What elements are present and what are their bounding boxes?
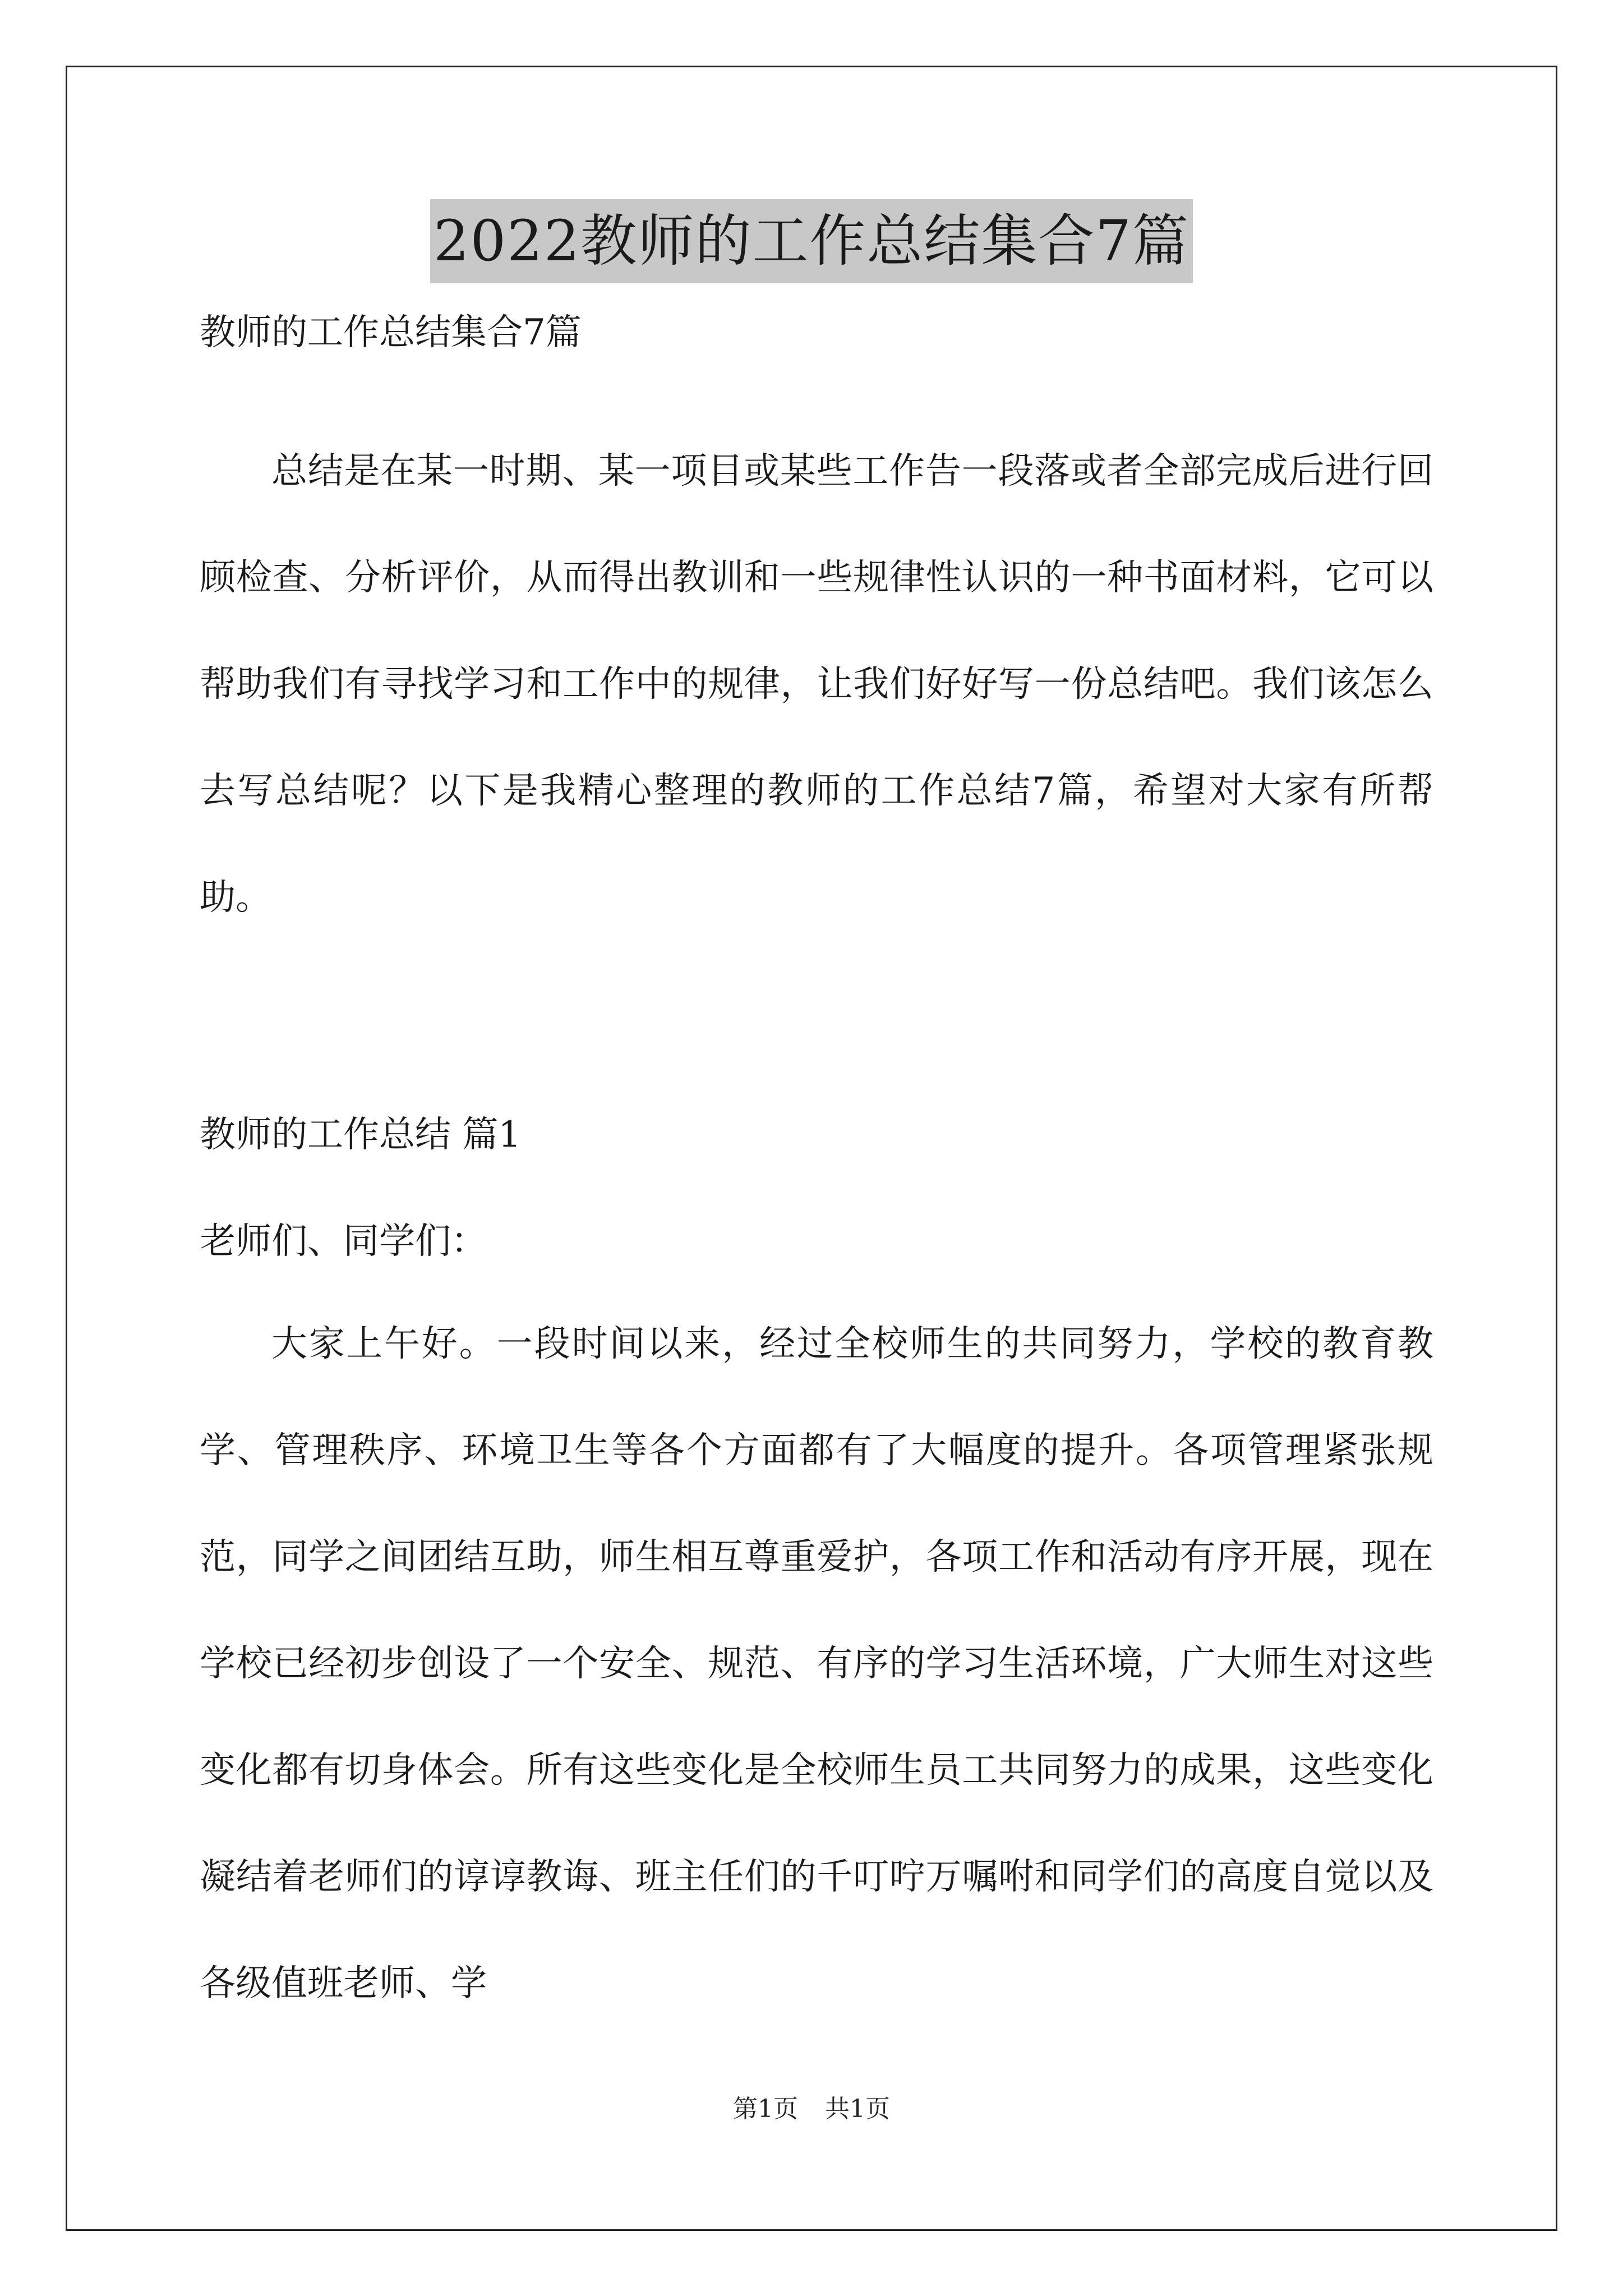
document-title: 2022教师的工作总结集合7篇 <box>430 199 1193 283</box>
intro-paragraph: 总结是在某一时期、某一项目或某些工作告一段落或者全部完成后进行回顾检查、分析评价，从而得出教训和一些规律性认识的一种书面材料，它可以帮助我们有寻找学习和工作中的规律，让我们好好写一份总结吧。我们该怎么去写总结呢？以下是我精心整理的教师的工作总结7篇，希望对大家有所帮助。 <box>200 450 1433 918</box>
page-footer <box>0 2092 1623 2126</box>
greeting-line: 老师们、同学们： <box>200 1221 487 1262</box>
page-number-total: 共1页 <box>825 2095 890 2123</box>
page-number-current: 第1页 <box>733 2095 798 2123</box>
document-subtitle: 教师的工作总结集合7篇 <box>200 312 582 353</box>
section-heading: 教师的工作总结 篇1 <box>200 1114 522 1156</box>
document-body <box>200 306 1433 2037</box>
body-paragraph: 大家上午好。一段时间以来，经过全校师生的共同努力，学校的教育教学、管理秩序、环境卫生等各个方面都有了大幅度的提升。各项管理紧张规范，同学之间团结互助，师生相互尊重爱护，各项工作和活动有序开展，现在学校已经初步创设了一个安全、规范、有序的学习生活环境，广大师生对这些变化都有切身体会。所有这些变化是全校师生员工共同努力的成果，这些变化凝结着老师们的谆谆教诲、班主任们的千叮咛万嘱咐和同学们的高度自觉以及各级值班老师、学 <box>200 1323 1433 2004</box>
title-container <box>0 199 1623 283</box>
